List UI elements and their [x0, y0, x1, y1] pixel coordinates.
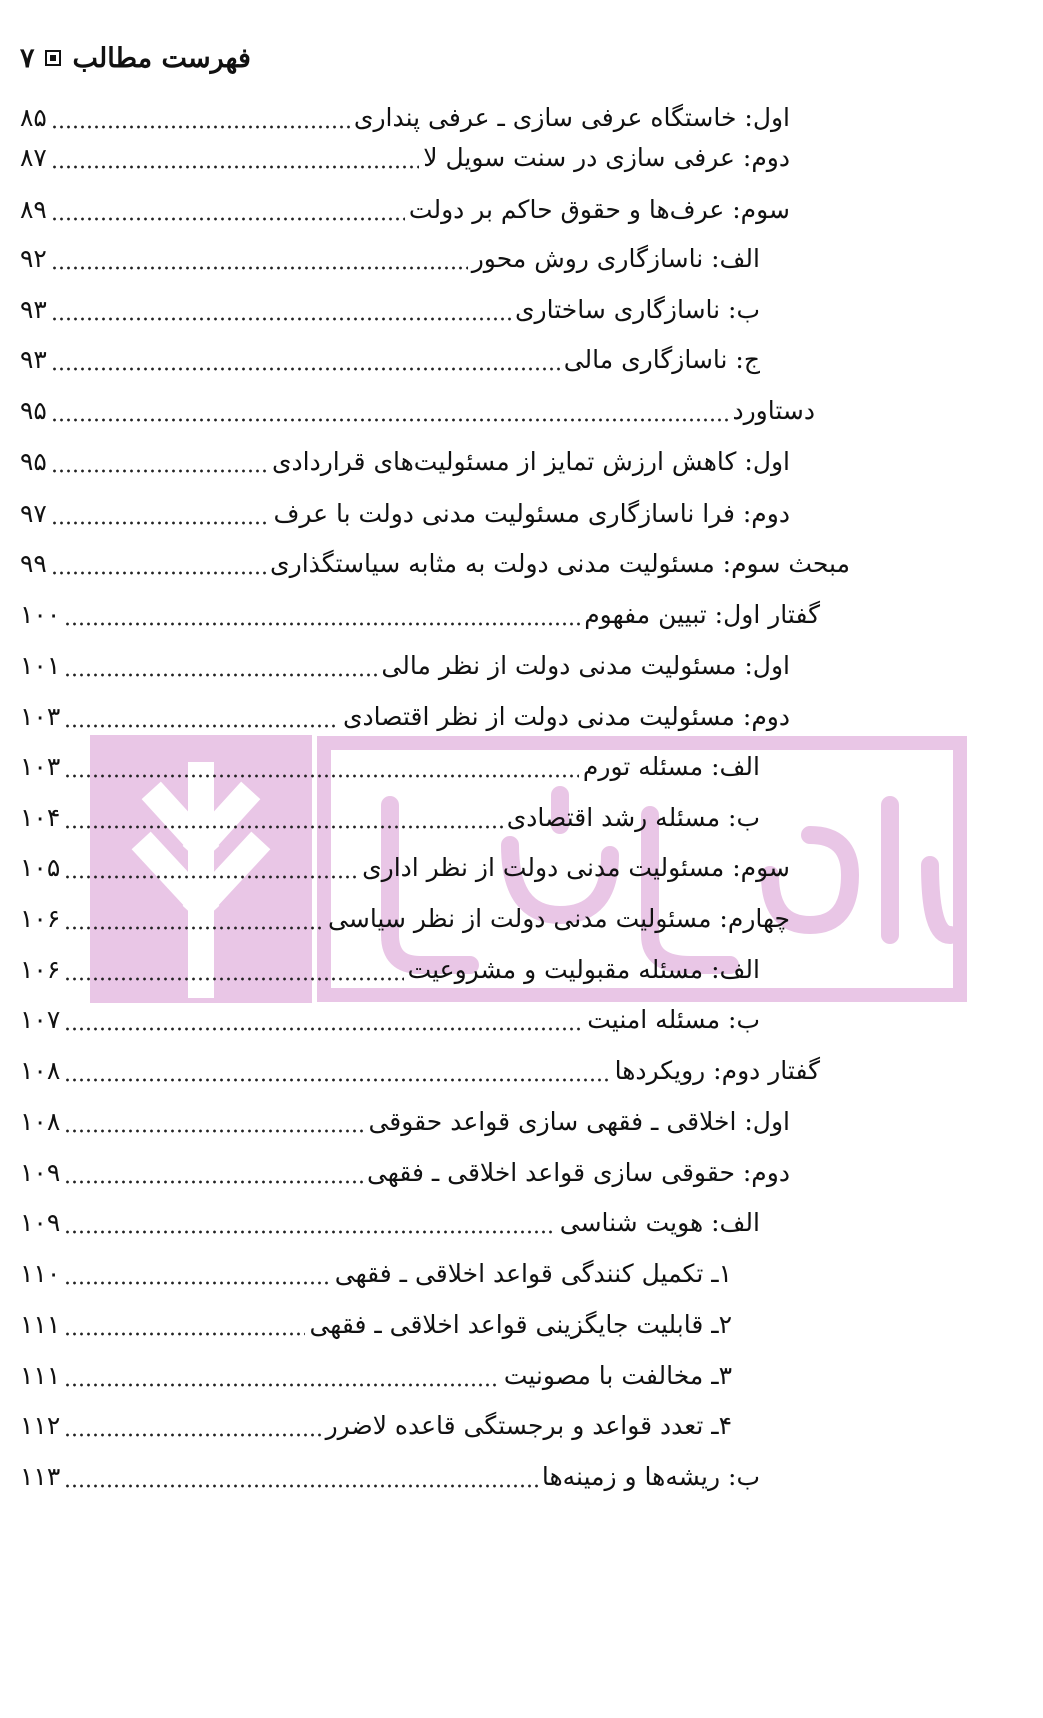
toc-entry[interactable] — [20, 594, 820, 634]
toc-entry-label: ب: مسئله رشد اقتصادی — [506, 802, 760, 832]
dot-leader — [64, 1355, 500, 1395]
toc-page-number: ۹۳ — [20, 294, 47, 324]
dot-leader — [51, 441, 268, 481]
header-title: فهرست مطالب — [72, 42, 251, 74]
toc-entry[interactable] — [20, 797, 760, 837]
toc-entry-label: دستاورد — [732, 395, 815, 425]
toc-entry[interactable] — [20, 1405, 732, 1445]
toc-entry[interactable] — [20, 441, 790, 481]
toc-entry[interactable] — [20, 1050, 820, 1090]
toc-entry-label: دوم: فرا ناسازگاری مسئولیت مدنی دولت با عرف — [273, 498, 790, 528]
toc-page-number: ۹۵ — [20, 446, 47, 476]
toc-page-number: ۱۰۸ — [20, 1055, 61, 1085]
toc-entry[interactable] — [20, 339, 760, 379]
toc-page-number: ۱۰۳ — [20, 701, 61, 731]
toc-entry-label: دوم: مسئولیت مدنی دولت از نظر اقتصادی — [342, 701, 790, 731]
toc-entry-label: مبحث سوم: مسئولیت مدنی دولت به مثابه سیاستگذاری — [270, 548, 850, 578]
toc-page-number: ۱۰۶ — [20, 954, 61, 984]
toc-page-number: ۹۷ — [20, 498, 47, 528]
toc-entry-label: سوم: عرف‌ها و حقوق حاکم بر دولت — [408, 194, 790, 224]
dot-leader — [51, 543, 266, 583]
toc-entry[interactable] — [20, 1253, 732, 1293]
toc-page-number: ۹۳ — [20, 344, 47, 374]
toc-entry-label: ۲ـ قابلیت جایگزینی قواعد اخلاقی ـ فقهی — [309, 1309, 732, 1339]
toc-entry[interactable] — [20, 1152, 790, 1192]
dot-leader — [64, 746, 579, 786]
toc-entry[interactable] — [20, 696, 790, 736]
dot-leader — [51, 97, 350, 137]
dot-leader — [64, 1304, 305, 1344]
toc-entry-label: الف: مسئله مقبولیت و مشروعیت — [407, 954, 760, 984]
toc-page-number: ۱۰۷ — [20, 1004, 61, 1034]
toc-entry-label: ج: ناسازگاری مالی — [563, 344, 760, 374]
toc-page-number: ۸۵ — [20, 102, 47, 132]
toc-entry[interactable] — [20, 137, 790, 177]
toc-entry[interactable] — [20, 1355, 732, 1395]
dot-leader — [64, 949, 403, 989]
dot-leader — [51, 238, 468, 278]
toc-entry-label: اول: اخلاقی ـ فقهی سازی قواعد حقوقی — [368, 1106, 790, 1136]
toc-entry-label: الف: مسئله تورم — [582, 751, 760, 781]
dot-leader — [64, 594, 580, 634]
toc-entry-label: اول: مسئولیت مدنی دولت از نظر مالی — [381, 650, 790, 680]
toc-page-number: ۱۰۶ — [20, 903, 61, 933]
dot-leader — [64, 645, 377, 685]
toc-page-number: ۱۱۳ — [20, 1461, 61, 1491]
toc-page-number: ۱۰۵ — [20, 852, 61, 882]
toc-entry-label: ۳ـ مخالفت با مصونیت — [503, 1360, 732, 1390]
toc-entry[interactable] — [20, 238, 760, 278]
dot-leader — [51, 493, 270, 533]
toc-entry[interactable] — [20, 645, 790, 685]
toc-page-number: ۱۰۱ — [20, 650, 61, 680]
toc-page-number: ۸۹ — [20, 194, 47, 224]
toc-entry[interactable] — [20, 746, 760, 786]
toc-entry-label: گفتار اول: تبیین مفهوم — [584, 599, 820, 629]
dot-leader — [64, 1405, 321, 1445]
toc-entry-label: ب: مسئله امنیت — [587, 1004, 760, 1034]
dot-leader — [64, 999, 583, 1039]
toc-page-number: ۹۵ — [20, 395, 47, 425]
toc-entry-label: اول: خاستگاه عرفی سازی ـ عرفی پنداری — [353, 102, 790, 132]
dot-leader — [64, 1202, 555, 1242]
toc-entry[interactable] — [20, 1202, 760, 1242]
toc-entry[interactable] — [20, 949, 760, 989]
toc-page-number: ۱۱۰ — [20, 1258, 61, 1288]
toc-entry-label: سوم: مسئولیت مدنی دولت از نظر اداری — [362, 852, 790, 882]
toc-entry-label: چهارم: مسئولیت مدنی دولت از نظر سیاسی — [328, 903, 790, 933]
dot-leader — [64, 1101, 364, 1141]
square-bullet-icon — [45, 50, 61, 66]
toc-entry-label: دوم: حقوقی سازی قواعد اخلاقی ـ فقهی — [366, 1157, 790, 1187]
dot-leader — [64, 847, 358, 887]
toc-entry[interactable] — [20, 390, 815, 430]
toc-page-number: ۱۰۴ — [20, 802, 61, 832]
toc-page-number: ۱۱۲ — [20, 1410, 61, 1440]
dot-leader — [51, 189, 405, 229]
dot-leader — [51, 289, 511, 329]
toc-page-number: ۱۱۱ — [20, 1360, 61, 1390]
dot-leader — [64, 1456, 538, 1496]
toc-entry[interactable] — [20, 1101, 790, 1141]
toc-page-number: ۱۰۰ — [20, 599, 61, 629]
toc-entry-label: اول: کاهش ارزش تمایز از مسئولیت‌های قراردادی — [271, 446, 790, 476]
dot-leader — [64, 1050, 610, 1090]
toc-entry-label: ۴ـ تعدد قواعد و برجستگی قاعده لاضرر — [325, 1410, 732, 1440]
toc-entry[interactable] — [20, 1304, 732, 1344]
toc-entry[interactable] — [20, 543, 850, 583]
toc-entry[interactable] — [20, 189, 790, 229]
dot-leader — [64, 1152, 363, 1192]
dot-leader — [64, 797, 502, 837]
toc-page-number: ۱۰۳ — [20, 751, 61, 781]
toc-entry-label: گفتار دوم: رویکردها — [614, 1055, 820, 1085]
toc-page-number: ۹۲ — [20, 243, 47, 273]
dot-leader — [64, 696, 339, 736]
toc-page-number: ۱۰۹ — [20, 1207, 61, 1237]
toc-entry[interactable] — [20, 97, 790, 137]
toc-entry-label: الف: هویت شناسی — [559, 1207, 760, 1237]
header-page-number: ۷ — [20, 42, 35, 74]
toc-page-number: ۱۰۸ — [20, 1106, 61, 1136]
toc-entry-label: ۱ـ تکمیل کنندگی قواعد اخلاقی ـ فقهی — [334, 1258, 732, 1288]
dot-leader — [64, 898, 324, 938]
toc-entry[interactable] — [20, 493, 790, 533]
dot-leader — [64, 1253, 330, 1293]
running-header — [20, 38, 251, 78]
toc-page-number: ۹۹ — [20, 548, 47, 578]
toc-entry[interactable] — [20, 289, 760, 329]
toc-entry[interactable] — [20, 1456, 760, 1496]
dot-leader — [51, 339, 560, 379]
dot-leader — [51, 390, 729, 430]
toc-entry-label: الف: ناسازگاری روش محور — [471, 243, 760, 273]
toc-entry[interactable] — [20, 847, 790, 887]
toc-page-number: ۱۰۹ — [20, 1157, 61, 1187]
toc-entry[interactable] — [20, 898, 790, 938]
toc-entry-label: ب: ریشه‌ها و زمینه‌ها — [541, 1461, 760, 1491]
toc-entry-label: ب: ناسازگاری ساختاری — [514, 294, 760, 324]
toc-page-number: ۸۷ — [20, 142, 47, 172]
toc-entry-label: دوم: عرفی سازی در سنت سویل لا — [423, 142, 790, 172]
dot-leader — [51, 137, 419, 177]
toc-entry[interactable] — [20, 999, 760, 1039]
toc-page-number: ۱۱۱ — [20, 1309, 61, 1339]
